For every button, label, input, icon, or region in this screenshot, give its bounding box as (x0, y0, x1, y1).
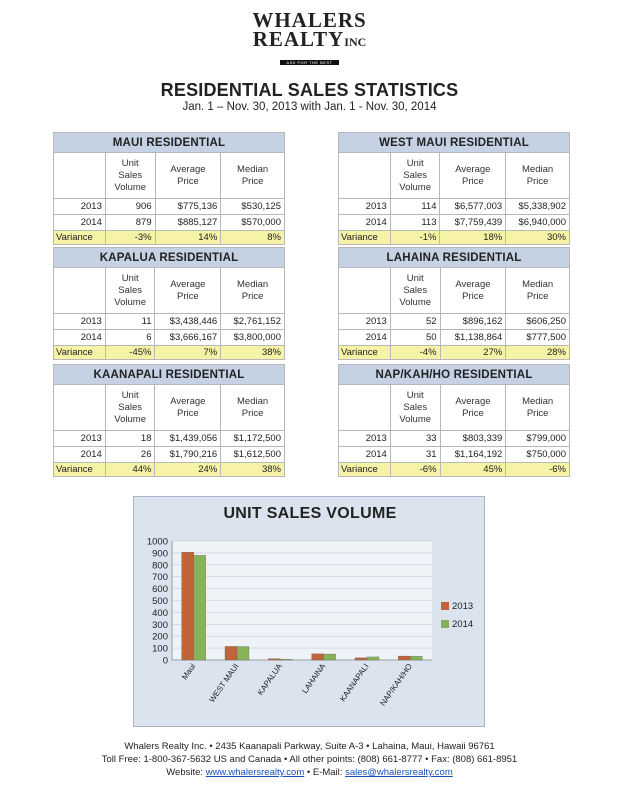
column-header-word: Sales (403, 284, 428, 296)
column-header-word: Price (177, 290, 199, 302)
empty-cell (54, 268, 106, 314)
y-tick-label: 100 (152, 643, 168, 655)
median-variance: -6% (506, 463, 570, 477)
table-row (54, 314, 285, 330)
volume-cell: 31 (390, 447, 440, 463)
empty-cell (339, 268, 391, 314)
logo-tagline: ASK FOR THE BEST (280, 60, 338, 65)
volume-variance: -6% (390, 463, 440, 477)
column-header-word: Average (455, 278, 491, 290)
column-header-word: Average (170, 278, 206, 290)
stats-table (53, 132, 285, 245)
column-header-word: Median (522, 278, 554, 290)
average-variance: 24% (155, 463, 221, 477)
median-price-cell: $606,250 (506, 314, 570, 330)
average-price-cell: $1,138,864 (440, 330, 506, 346)
column-header-word: Price (241, 175, 264, 187)
empty-cell (54, 385, 106, 431)
average-price-cell: $896,162 (440, 314, 506, 330)
unit-sales-volume-chart (133, 496, 485, 727)
x-tick-label: LAHAINA (300, 661, 328, 696)
email-label: E-Mail: (312, 767, 343, 778)
average-price-cell: $7,759,439 (440, 215, 506, 231)
bar-2014-west-maui (237, 647, 249, 660)
year-cell: 2014 (339, 215, 391, 231)
median-variance: 38% (221, 346, 285, 360)
year-cell: 2014 (54, 330, 106, 346)
empty-cell (54, 153, 106, 199)
average-price-cell: $775,136 (155, 199, 221, 215)
average-price-cell: $803,339 (440, 431, 506, 447)
footer-line-web (0, 766, 619, 779)
website-link[interactable]: www.whalersrealty.com (205, 767, 305, 778)
column-header-word: Price (241, 407, 264, 419)
volume-cell: 114 (390, 199, 440, 215)
volume-variance: 44% (105, 463, 155, 477)
average-price-header (440, 385, 506, 431)
column-header-word: Volume (114, 181, 147, 193)
column-header-word: Volume (114, 413, 146, 425)
variance-row (339, 463, 570, 477)
stats-table (338, 247, 570, 360)
table-title: MAUI RESIDENTIAL (54, 133, 285, 153)
bar-2014-kapalua (280, 659, 292, 660)
empty-cell (339, 153, 391, 199)
table-title: KAANAPALI RESIDENTIAL (54, 365, 285, 385)
column-header-word: Average (455, 395, 491, 407)
footer-fax: Fax: (808) 661-8951 (431, 754, 518, 765)
bar-2013-maui (182, 552, 194, 660)
column-header-word: Average (170, 395, 206, 407)
y-tick-label: 700 (152, 572, 168, 584)
average-price-header (440, 153, 506, 199)
footer-other-phone: All other points: (808) 661-8777 (289, 754, 423, 765)
column-header-word: Volume (399, 181, 431, 193)
volume-cell: 906 (105, 199, 155, 215)
volume-cell: 50 (390, 330, 440, 346)
column-header-word: Sales (403, 401, 428, 413)
median-price-cell: $1,612,500 (221, 447, 285, 463)
variance-label: Variance (54, 463, 106, 477)
volume-cell: 52 (390, 314, 440, 330)
x-tick-label: WEST MAUI (207, 661, 241, 705)
column-header-word: Sales (403, 169, 428, 181)
website-label: Website: (166, 767, 204, 778)
table-row (54, 330, 285, 346)
page-title: RESIDENTIAL SALES STATISTICS (160, 80, 459, 100)
year-cell: 2014 (339, 447, 391, 463)
bar-2014-nap-kah-ho (410, 656, 422, 660)
average-variance: 18% (440, 231, 506, 245)
average-price-cell: $885,127 (155, 215, 221, 231)
column-header-word: Price (462, 290, 484, 302)
column-header-word: Sales (118, 169, 143, 181)
column-header-word: Unit (406, 272, 424, 284)
column-header-word: Price (241, 290, 264, 302)
average-price-cell: $3,438,446 (155, 314, 221, 330)
column-header-word: Sales (118, 401, 143, 413)
variance-label: Variance (339, 231, 391, 245)
volume-cell: 33 (390, 431, 440, 447)
logo-inc: INC (344, 35, 367, 49)
footer-street: 2435 Kaanapali Parkway, Suite A-3 (215, 741, 364, 752)
table-title: KAPALUA RESIDENTIAL (54, 248, 285, 268)
x-tick-label: Maui (179, 661, 198, 682)
y-tick-label: 0 (162, 655, 168, 667)
year-cell: 2013 (54, 314, 106, 330)
year-cell: 2014 (339, 330, 391, 346)
x-tick-label: NAP/KAH/HO (378, 661, 414, 708)
average-variance: 14% (155, 231, 221, 245)
column-header-word: Unit (121, 389, 139, 401)
bullet-separator: • (306, 767, 313, 778)
average-variance: 45% (440, 463, 506, 477)
y-tick-label: 900 (152, 548, 168, 560)
volume-variance: -45% (105, 346, 155, 360)
volume-cell: 11 (105, 314, 155, 330)
column-header-word: Median (522, 395, 554, 407)
variance-row (54, 231, 285, 245)
variance-row (54, 346, 285, 360)
variance-label: Variance (54, 346, 106, 360)
column-header-word: Price (462, 407, 484, 419)
variance-row (339, 231, 570, 245)
column-header-word: Median (522, 163, 554, 175)
y-tick-label: 800 (152, 560, 168, 572)
average-variance: 7% (155, 346, 221, 360)
footer-line-address (0, 740, 619, 753)
bar-2013-lahaina (312, 654, 324, 660)
column-header-word: Unit (406, 157, 424, 169)
footer (0, 740, 619, 779)
stats-table (53, 364, 285, 477)
average-price-cell: $6,577,003 (440, 199, 506, 215)
column-header-word: Price (526, 407, 549, 419)
average-variance: 27% (440, 346, 506, 360)
logo-line1: WHALERS (252, 8, 367, 32)
volume-variance: -1% (390, 231, 440, 245)
year-cell: 2014 (54, 215, 106, 231)
bullet-separator: • (366, 741, 373, 752)
y-tick-label: 1000 (146, 536, 168, 548)
median-price-cell: $1,172,500 (221, 431, 285, 447)
variance-label: Variance (339, 463, 391, 477)
average-price-cell: $3,666,167 (155, 330, 221, 346)
average-price-cell: $1,164,192 (440, 447, 506, 463)
median-price-cell: $750,000 (506, 447, 570, 463)
median-price-cell: $530,125 (221, 199, 285, 215)
bar-2013-west-maui (225, 646, 237, 660)
stats-table (53, 247, 285, 360)
unit-sales-volume-header (390, 268, 440, 314)
table-row (54, 431, 285, 447)
year-cell: 2013 (339, 199, 391, 215)
bar-2014-maui (194, 555, 206, 660)
year-cell: 2013 (339, 431, 391, 447)
table-row (339, 431, 570, 447)
bullet-separator: • (425, 754, 432, 765)
x-tick-label: KAANAPALI (338, 661, 371, 704)
column-header-word: Sales (118, 284, 143, 296)
median-price-cell: $570,000 (221, 215, 285, 231)
median-variance: 8% (221, 231, 285, 245)
variance-label: Variance (54, 231, 106, 245)
y-tick-label: 300 (152, 619, 168, 631)
company-logo (0, 10, 619, 69)
chart-plot (134, 497, 486, 728)
email-link[interactable]: sales@whalersrealty.com (345, 767, 453, 778)
column-header-word: Volume (399, 296, 432, 308)
table-row (54, 199, 285, 215)
average-price-header (155, 153, 221, 199)
column-header-word: Median (237, 163, 269, 175)
median-price-cell: $799,000 (506, 431, 570, 447)
chart-title: UNIT SALES VOLUME (223, 505, 397, 522)
stats-table (338, 364, 570, 477)
median-price-cell: $3,800,000 (221, 330, 285, 346)
median-variance: 30% (506, 231, 570, 245)
bar-2013-nap-kah-ho (398, 656, 410, 660)
unit-sales-volume-header (105, 268, 155, 314)
volume-variance: -4% (390, 346, 440, 360)
footer-tollfree: Toll Free: 1-800-367-5632 US and Canada (101, 754, 282, 765)
column-header-word: Price (177, 407, 199, 419)
stats-table (338, 132, 570, 245)
table-title: NAP/KAH/HO RESIDENTIAL (339, 365, 570, 385)
year-cell: 2014 (54, 447, 106, 463)
median-variance: 28% (506, 346, 570, 360)
column-header-word: Unit (121, 272, 139, 284)
volume-variance: -3% (105, 231, 155, 245)
table-title: LAHAINA RESIDENTIAL (339, 248, 570, 268)
column-header-word: Price (526, 175, 549, 187)
y-tick-label: 400 (152, 607, 168, 619)
footer-company: Whalers Realty Inc. (124, 741, 207, 752)
y-tick-label: 500 (152, 596, 168, 607)
column-header-word: Price (526, 290, 549, 302)
average-price-header (155, 385, 221, 431)
unit-sales-volume-header (390, 153, 440, 199)
legend-label: 2013 (452, 601, 474, 612)
column-header-word: Average (455, 163, 491, 175)
bar-2014-lahaina (324, 654, 336, 660)
median-variance: 38% (221, 463, 285, 477)
variance-row (54, 463, 285, 477)
column-header-word: Median (237, 278, 269, 290)
logo-realty: REALTY (252, 27, 345, 51)
footer-city: Lahaina, Maui, Hawaii 96761 (372, 741, 495, 752)
volume-cell: 18 (105, 431, 155, 447)
variance-row (339, 346, 570, 360)
column-header-word: Volume (399, 413, 432, 425)
column-header-word: Average (170, 163, 206, 175)
bar-2014-kaanapali (367, 657, 379, 660)
median-price-header (221, 385, 285, 431)
column-header-word: Price (462, 175, 484, 187)
average-price-header (440, 268, 506, 314)
column-header-word: Volume (114, 296, 146, 308)
table-row (339, 215, 570, 231)
unit-sales-volume-header (390, 385, 440, 431)
volume-cell: 879 (105, 215, 155, 231)
table-title: WEST MAUI RESIDENTIAL (339, 133, 570, 153)
median-price-header (506, 268, 570, 314)
year-cell: 2013 (339, 314, 391, 330)
bullet-separator: • (209, 741, 216, 752)
column-header-word: Unit (121, 157, 139, 169)
volume-cell: 6 (105, 330, 155, 346)
legend-label: 2014 (452, 619, 474, 630)
table-row (339, 447, 570, 463)
unit-sales-volume-header (105, 385, 155, 431)
unit-sales-volume-header (105, 153, 155, 199)
x-tick-label: KAPALUA (255, 661, 284, 697)
year-cell: 2013 (54, 199, 106, 215)
average-price-cell: $1,439,056 (155, 431, 221, 447)
column-header-word: Price (177, 175, 199, 187)
median-price-cell: $2,761,152 (221, 314, 285, 330)
logo-line2 (0, 27, 619, 51)
table-row (339, 199, 570, 215)
legend-swatch-2013 (441, 602, 449, 610)
column-header-word: Median (237, 395, 269, 407)
median-price-header (221, 268, 285, 314)
table-row (339, 314, 570, 330)
bullet-separator: • (283, 754, 290, 765)
median-price-header (506, 153, 570, 199)
table-row (54, 215, 285, 231)
legend-swatch-2014 (441, 620, 449, 628)
year-cell: 2013 (54, 431, 106, 447)
average-price-header (155, 268, 221, 314)
footer-line-phones (0, 753, 619, 766)
average-price-cell: $1,790,216 (155, 447, 221, 463)
volume-cell: 26 (105, 447, 155, 463)
median-price-cell: $777,500 (506, 330, 570, 346)
median-price-cell: $6,940,000 (506, 215, 570, 231)
empty-cell (339, 385, 391, 431)
median-price-header (221, 153, 285, 199)
column-header-word: Unit (406, 389, 424, 401)
variance-label: Variance (339, 346, 391, 360)
page-subtitle: Jan. 1 – Nov. 30, 2013 with Jan. 1 - Nov. 30, 2014 (182, 101, 437, 113)
median-price-cell: $5,338,902 (506, 199, 570, 215)
volume-cell: 113 (390, 215, 440, 231)
table-row (54, 447, 285, 463)
table-row (339, 330, 570, 346)
y-tick-label: 600 (152, 584, 168, 596)
y-tick-label: 200 (152, 631, 168, 643)
median-price-header (506, 385, 570, 431)
bar-2013-kapalua (268, 659, 280, 660)
bar-2013-kaanapali (355, 658, 367, 660)
